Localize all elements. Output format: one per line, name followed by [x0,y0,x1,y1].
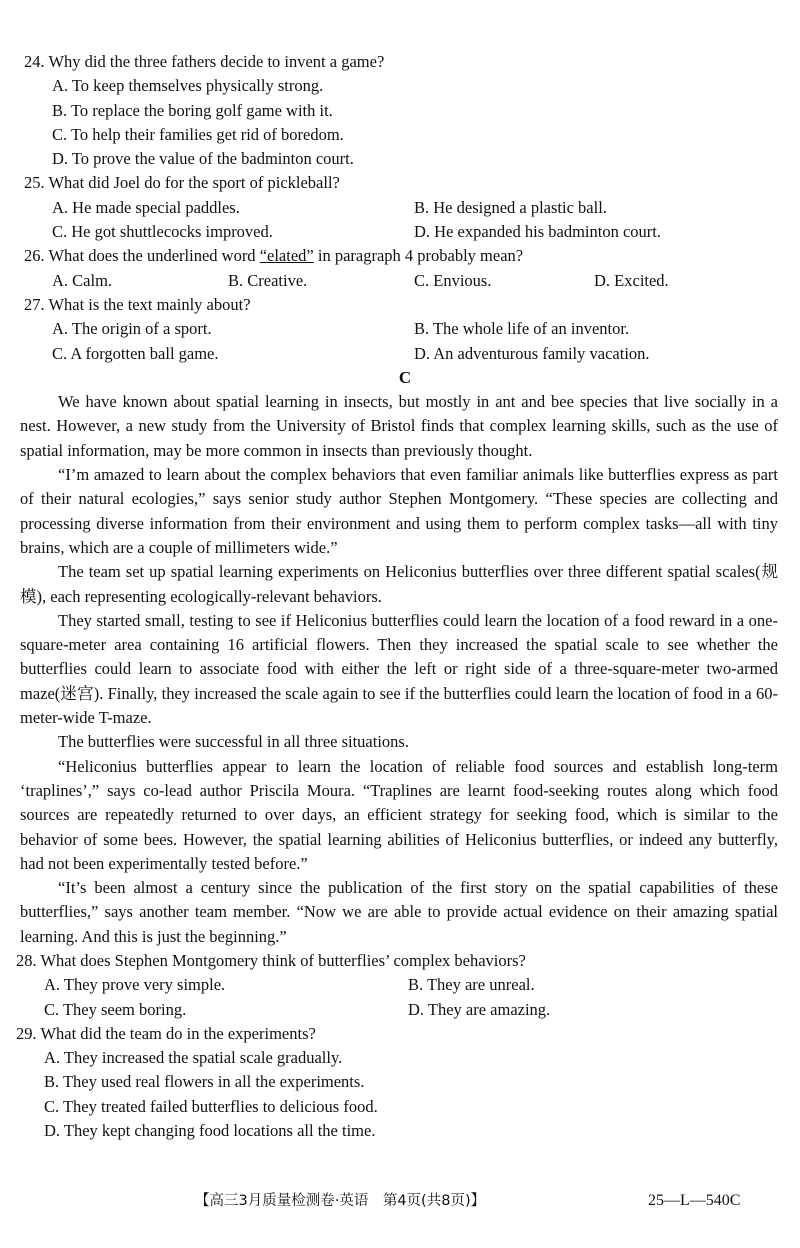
question-29-option-c[interactable]: C. They treated failed butterflies to delicious food. [44,1096,378,1116]
passage-paragraph-5: The butterflies were successful in all three situations. [58,732,409,752]
passage-paragraph-3: The team set up spatial learning experiments on Heliconius butterflies over three different spatial scales(规模), each representing ecologically-relevant behaviors. [20,562,778,606]
question-29-stem: 29. What did the team do in the experiments? [16,1023,316,1043]
question-28-option-c[interactable]: C. They seem boring. [44,999,187,1019]
question-27-option-d[interactable]: D. An adventurous family vacation. [414,343,650,363]
question-28-option-a[interactable]: A. They prove very simple. [44,975,226,995]
passage-paragraph-2: “I’m amazed to learn about the complex behaviors that even familiar animals like butterflies express as part of their natural ecologies,” says senior study author Stephen Montgomery. “These species are collecting and processing diverse information from their environment and using them to perform complex tasks—all with tiny brains, which are a couple of millimeters wide.” [20,465,778,557]
question-26-option-d[interactable]: D. Excited. [594,270,669,290]
question-28-stem: 28. What does Stephen Montgomery think of butterflies’ complex behaviors? [16,950,526,970]
passage-paragraph-4: They started small, testing to see if Heliconius butterflies could learn the location of a food reward in a one-square-meter area containing 16 artificial flowers. Then they increased the spatial scale to see whether the butterflies could learn to associate food with either the left or right side of a three-square-meter two-armed maze(迷宫). Finally, they increased the scale again to see if the butterflies could learn the location of food in a 60-meter-wide T-maze. [20,610,778,728]
question-25-option-a[interactable]: A. He made special paddles. [52,197,240,217]
question-26-options [0,269,800,293]
question-25-option-d[interactable]: D. He expanded his badminton court. [414,222,661,242]
question-26-stem: 26. What does the underlined word “elated” in paragraph 4 probably mean? [24,246,524,266]
underlined-word: “elated” [259,246,314,266]
question-27-options-row-2 [0,342,800,366]
question-29-option-d[interactable]: D. They kept changing food locations all the time. [44,1121,376,1141]
footer-code: 25—L—540C [648,1192,741,1209]
question-27-options-row-1 [0,317,800,341]
page-footer [0,1188,800,1214]
passage-paragraph-6: “Heliconius butterflies appear to learn the location of reliable food sources and establish long-term ‘traplines’,” says co-lead author Priscila Moura. “Traplines are learnt food-seeking routes along which food sources are repeatedly returned to over days, an efficient strategy for seeking food, which is similar to the behavior of some bees. However, the spatial learning abilities of Heliconius butterflies, or indeed any butterfly, had not been experimentally tested before.” [20,756,778,873]
question-28-option-b[interactable]: B. They are unreal. [408,975,535,995]
question-25-options-row-2 [0,220,800,244]
question-24-option-d[interactable]: D. To prove the value of the badminton court. [52,149,354,169]
question-27-option-a[interactable]: A. The origin of a sport. [52,319,212,339]
question-25-option-b[interactable]: B. He designed a plastic ball. [414,197,607,217]
question-26-option-a[interactable]: A. Calm. [52,270,113,290]
footer-title: 【高三3月质量检测卷·英语 第4页(共8页)】 [195,1193,486,1209]
question-27-option-b[interactable]: B. The whole life of an inventor. [414,319,630,339]
question-24-option-a[interactable]: A. To keep themselves physically strong. [52,76,324,96]
question-25-stem: 25. What did Joel do for the sport of pickleball? [24,173,340,193]
question-27-stem: 27. What is the text mainly about? [24,294,251,314]
section-heading: C [398,367,412,387]
question-24-stem: 24. Why did the three fathers decide to invent a game? [24,52,385,71]
question-29-option-a[interactable]: A. They increased the spatial scale gradually. [44,1048,343,1068]
exam-page [0,50,800,1143]
question-28-options-row-1 [0,973,800,997]
question-26-option-c[interactable]: C. Envious. [414,270,492,290]
question-25-options-row-1 [0,196,800,220]
question-26-option-b[interactable]: B. Creative. [228,270,308,290]
passage-paragraph-7: “It’s been almost a century since the publication of the first story on the spatial capabilities of these butterflies,” says another team member. “Now we are able to provide actual evidence on their amazing spatial learning. And this is just the beginning.” [20,878,778,946]
question-29-option-b[interactable]: B. They used real flowers in all the experiments. [44,1072,365,1092]
passage-paragraph-1: We have known about spatial learning in insects, but mostly in ant and bee species that live socially in a nest. However, a new study from the University of Bristol finds that complex learning skills, such as the use of spatial information, may be more common in insects than previously thought. [20,392,778,460]
question-24-option-c[interactable]: C. To help their families get rid of boredom. [52,124,344,144]
question-27-option-c[interactable]: C. A forgotten ball game. [52,343,219,363]
question-28-option-d[interactable]: D. They are amazing. [408,999,551,1019]
question-24-option-b[interactable]: B. To replace the boring golf game with it. [52,100,333,120]
question-28-options-row-2 [0,998,800,1022]
question-25-option-c[interactable]: C. He got shuttlecocks improved. [52,222,273,242]
